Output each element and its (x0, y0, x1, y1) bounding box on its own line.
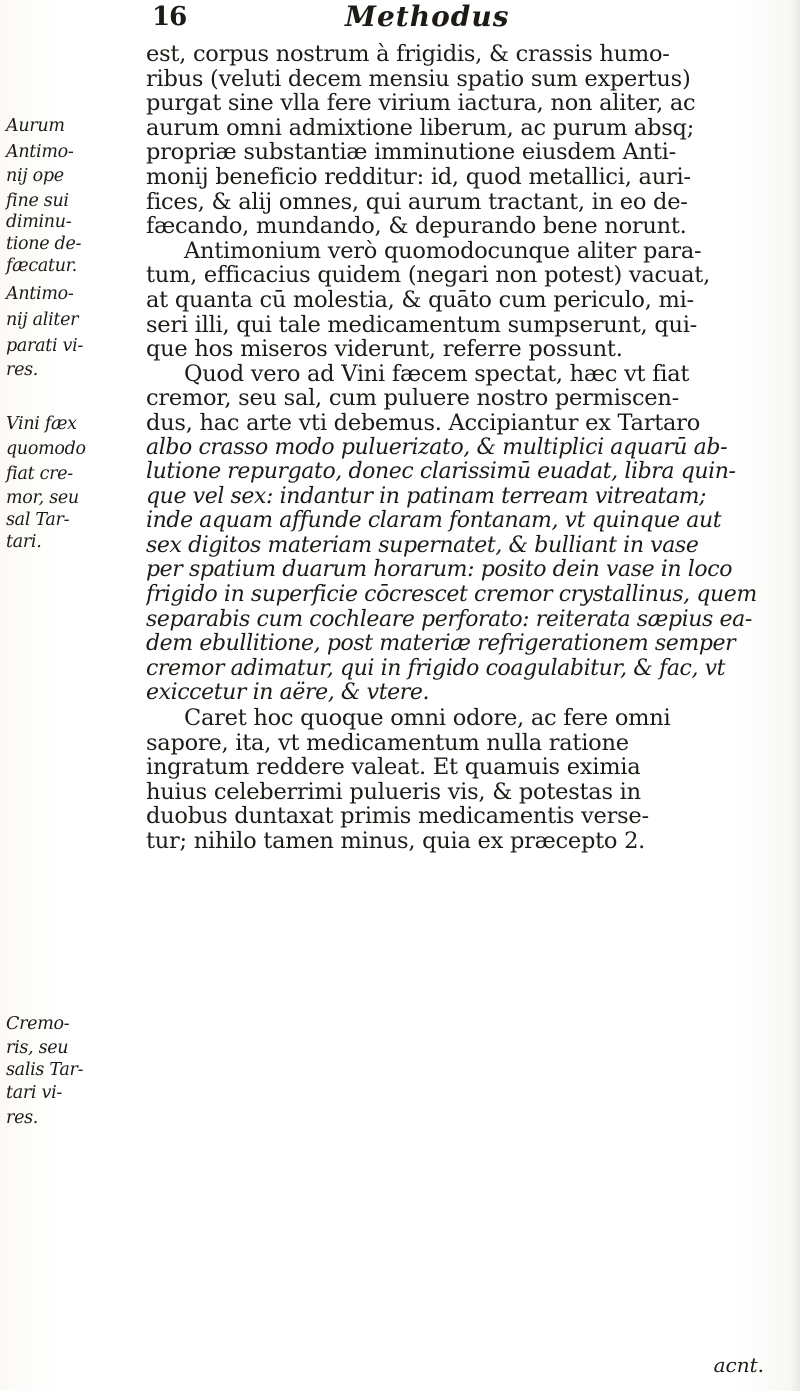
text-line: que vel sex: indantur in patinam terream vitreatam; (146, 484, 707, 509)
text-line: inde aquam affunde claram fontanam, vt quinque aut (146, 509, 722, 534)
running-title: Methodus (345, 0, 510, 33)
margin-note: nij ope (6, 166, 64, 186)
margin-note: nij aliter (6, 310, 79, 330)
margin-note: mor, seu (6, 488, 79, 508)
text-line: Quod vero ad Vini fæcem spectat, hæc vt fiat (184, 361, 690, 387)
text-line: ribus (veluti decem mensiu spatio sum expertus) (146, 66, 691, 92)
page-number: 16 (152, 2, 187, 32)
text-line: tum, efficacius quidem (negari non potest) vacuat, (146, 263, 710, 288)
page-edge-shadow (790, 0, 800, 1391)
text-line: cremor adimatur, qui in frigido coagulabitur, & fac, vt (146, 656, 726, 681)
text-line: monij beneficio redditur: id, quod metallici, auri- (146, 164, 691, 190)
text-line: lutione repurgato, donec clarissimū euadat, libra quin- (146, 460, 736, 485)
text-line: est, corpus nostrum à frigidis, & crassis humo- (146, 42, 670, 67)
text-line: cremor, seu sal, cum puluere nostro permiscen- (146, 386, 679, 411)
margin-note: tari. (6, 532, 42, 552)
main-text-block (146, 42, 786, 854)
text-line: dem ebullitione, post materiæ refrigerationem semper (146, 632, 736, 657)
margin-note: parati vi- (6, 336, 84, 356)
margin-note: ris, seu (6, 1038, 69, 1058)
margin-note: Vini fæx (6, 414, 77, 434)
margin-note: fine sui (6, 191, 69, 211)
margin-note: Aurum (6, 116, 65, 136)
margin-note: fæcatur. (6, 256, 78, 276)
text-line: exiccetur in aëre, & vtere. (146, 681, 430, 706)
margin-note: sal Tar- (6, 510, 70, 530)
text-line: purgat sine vlla fere virium iactura, non aliter, ac (146, 91, 696, 116)
text-line: sex digitos materiam supernatet, & bulliant in vase (146, 533, 699, 558)
text-line: ingratum reddere valeat. Et quamuis eximia (146, 755, 641, 780)
text-line: dus, hac arte vti debemus. Accipiantur ex Tartaro (146, 410, 700, 436)
text-line: duobus duntaxat primis medicamentis verse- (146, 804, 649, 829)
margin-note: tari vi- (6, 1083, 62, 1103)
text-line: albo crasso modo puluerizato, & multiplici aquarū ab- (146, 435, 728, 460)
text-line: frigido in superficie cōcrescet cremor crystallinus, quem (146, 583, 757, 608)
text-line: fices, & alij omnes, qui aurum tractant, in eo de- (146, 189, 688, 215)
margin-note: fiat cre- (6, 464, 73, 484)
margin-note: res. (6, 1108, 39, 1128)
text-line: seri illi, qui tale medicamentum sumpserunt, qui- (146, 312, 698, 338)
text-line: per spatium duarum horarum: posito dein vase in loco (146, 558, 733, 583)
catchword: acnt. (713, 1353, 764, 1377)
text-line: Caret hoc quoque omni odore, ac fere omni (184, 706, 671, 731)
margin-note: res. (6, 360, 39, 380)
margin-note: salis Tar- (6, 1060, 84, 1080)
margin-note: Antimo- (6, 284, 74, 304)
text-line: at quanta cū molestia, & quāto cum periculo, mi- (146, 287, 694, 313)
text-line: sapore, ita, vt medicamentum nulla ratione (146, 730, 629, 756)
text-line: fæcando, mundando, & depurando bene norunt. (146, 214, 687, 239)
margin-note: Cremo- (6, 1014, 70, 1034)
margin-note: diminu- (6, 212, 72, 232)
text-line: Antimonium verò quomodocunque aliter para- (184, 238, 702, 264)
text-line: huius celeberrimi pulueris vis, & potestas in (146, 779, 641, 805)
margin-notes (0, 0, 150, 1391)
margin-note: Antimo- (6, 142, 74, 162)
text-line: que hos miseros viderunt, referre possunt. (146, 337, 623, 362)
margin-note: quomodo (6, 439, 86, 459)
text-line: propriæ substantiæ imminutione eiusdem Anti- (146, 140, 676, 165)
text-line: separabis cum cochleare perforato: reiterata sæpius ea- (146, 607, 752, 632)
text-line: aurum omni admixtione liberum, ac purum absq; (146, 115, 695, 141)
margin-note: tione de- (6, 234, 82, 254)
text-line: tur; nihilo tamen minus, quia ex præcepto 2. (146, 829, 646, 854)
